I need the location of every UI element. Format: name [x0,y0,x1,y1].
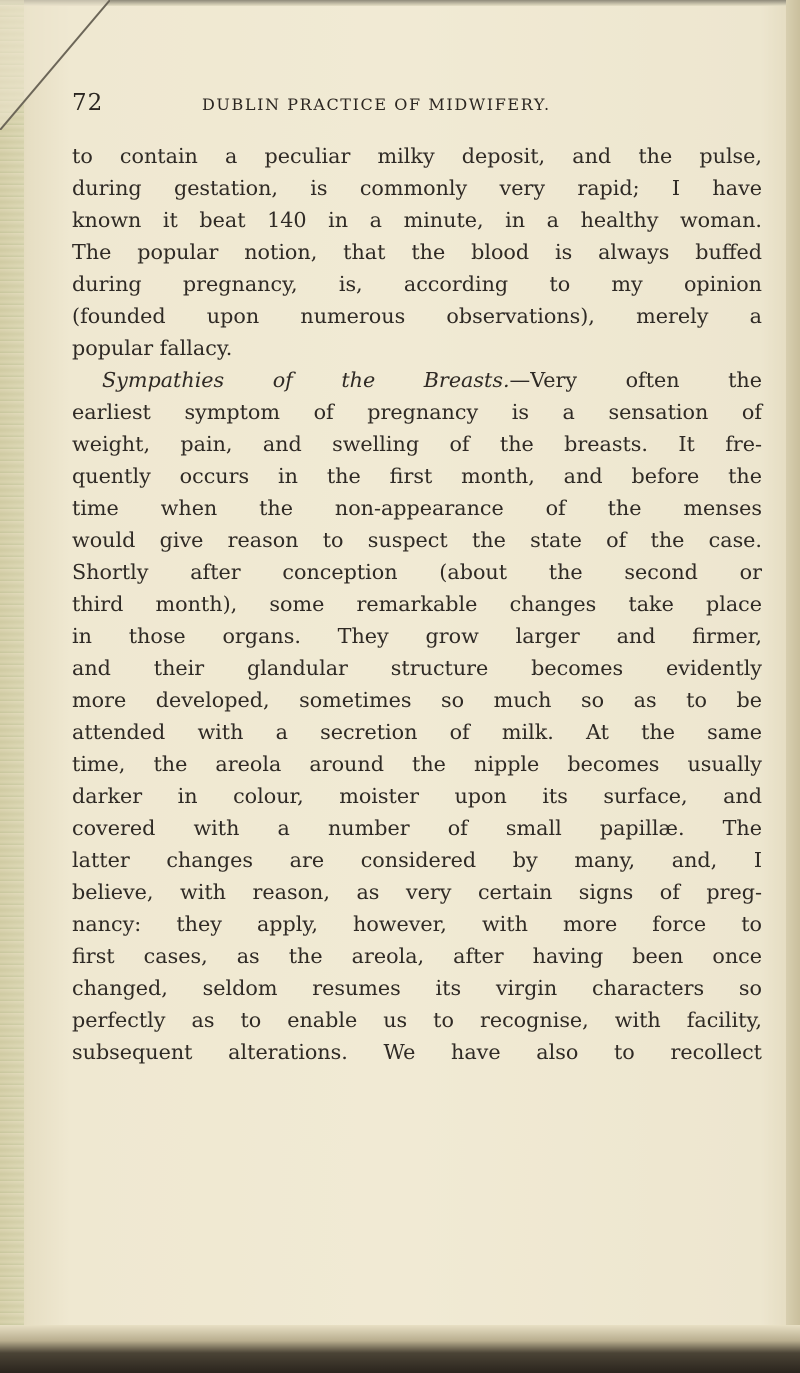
text-line: third month), some remarkable changes take place [72,592,762,616]
text-line: popular fallacy. [72,336,233,360]
text-line: during gestation, is commonly very rapid; I have [72,176,762,200]
text-line: quently occurs in the first month, and before the [72,464,762,488]
text-line: covered with a number of small papillæ. The [72,816,762,840]
text-line: would give reason to suspect the state of the case. [72,528,762,552]
text-line: in those organs. They grow larger and firmer, [72,624,762,648]
text-line: and their glandular structure becomes evidently [72,656,762,680]
running-head [72,90,772,122]
section-start-text: —Very often the [509,368,762,392]
section-heading-line [72,364,762,396]
text-line: perfectly as to enable us to recognise, with facility, [72,1008,762,1032]
text-line: darker in colour, moister upon its surface, and [72,784,762,808]
text-line: believe, with reason, as very certain signs of preg- [72,880,762,904]
text-line: nancy: they apply, however, with more force to [72,912,762,936]
text-line: during pregnancy, is, according to my opinion [72,272,762,296]
page-number: 72 [72,90,104,116]
running-title: DUBLIN PRACTICE OF MIDWIFERY. [202,95,551,114]
text-line: weight, pain, and swelling of the breasts. It fre- [72,432,762,456]
text-line: changed, seldom resumes its virgin characters so [72,976,762,1000]
text-line: Shortly after conception (about the second or [72,560,762,584]
text-line: first cases, as the areola, after having been once [72,944,762,968]
section-heading: Sympathies of the Breasts. [102,368,510,392]
page-bottom-edge [0,1325,800,1373]
text-line: more developed, sometimes so much so as to be [72,688,762,712]
page-right-edge [786,0,800,1373]
text-line: latter changes are considered by many, and, I [72,848,762,872]
text-line: attended with a secretion of milk. At the same [72,720,762,744]
text-line: The popular notion, that the blood is always buffed [72,240,762,264]
text-line: known it beat 140 in a minute, in a healthy woman. [72,208,762,232]
text-line: earliest symptom of pregnancy is a sensation of [72,400,762,424]
text-line: to contain a peculiar milky deposit, and the pulse, [72,144,762,168]
text-line: subsequent alterations. We have also to recollect [72,1040,762,1064]
page-top-edge [0,0,800,6]
text-line: (founded upon numerous observations), merely a [72,304,762,328]
text-line: time when the non-appearance of the menses [72,496,762,520]
page-left-edge [0,0,24,1373]
text-line: time, the areola around the nipple becomes usually [72,752,762,776]
body-text [72,140,762,1068]
